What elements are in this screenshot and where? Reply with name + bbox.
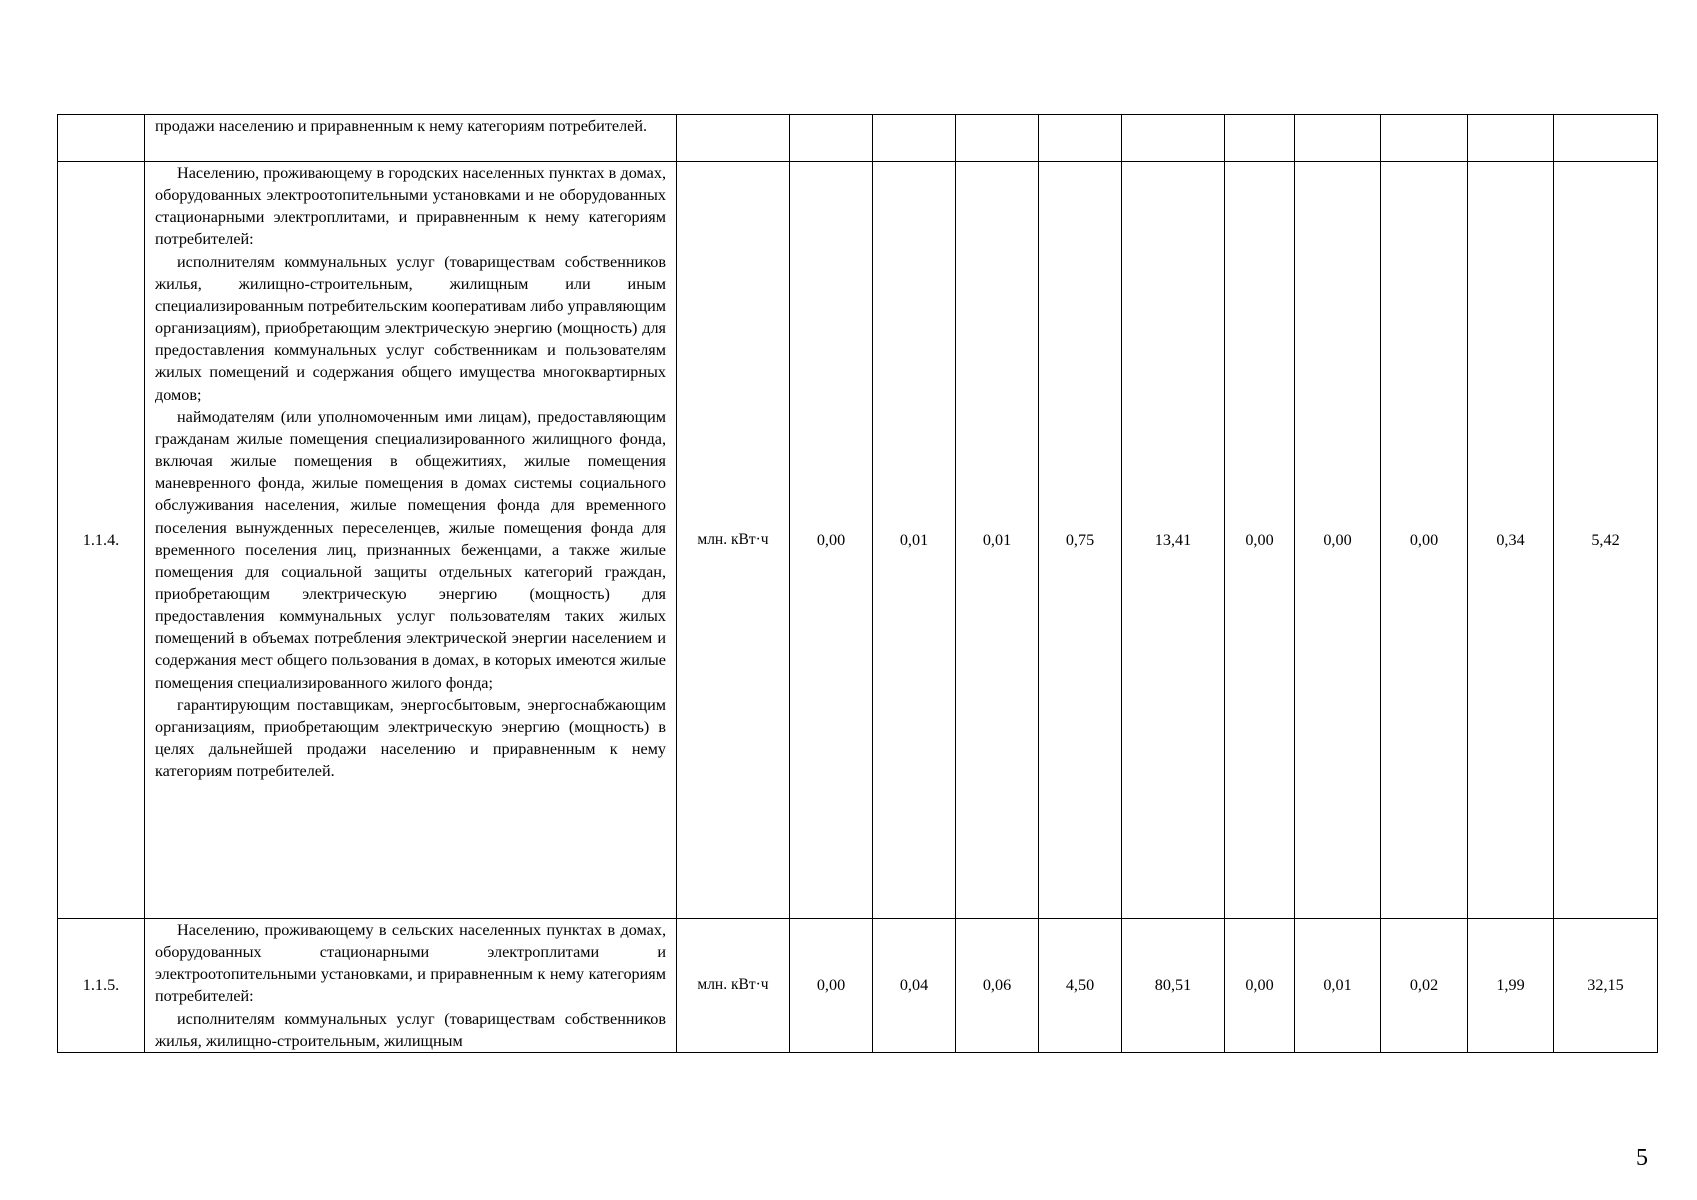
unit-cell: млн. кВт·ч	[677, 162, 790, 919]
row-number-cell	[58, 115, 145, 162]
value-cell: 0,04	[873, 919, 956, 1053]
unit-cell: млн. кВт·ч	[677, 919, 790, 1053]
value-cell: 13,41	[1122, 162, 1225, 919]
unit-cell	[677, 115, 790, 162]
value-cell	[790, 115, 873, 162]
table-row	[58, 919, 1658, 1053]
table-row	[58, 162, 1658, 919]
value-cell: 32,15	[1554, 919, 1658, 1053]
description-paragraph: исполнителям коммунальных услуг (товариществам собственников жилья, жилищно-строительным, жилищным	[155, 1009, 666, 1050]
value-cell: 0,01	[1295, 919, 1381, 1053]
value-cell: 0,00	[1381, 162, 1468, 919]
description-paragraph: наймодателям (или уполномоченным ими лицам), предоставляющим гражданам жилые помещения специализированного жилищного фонда, включая жилые помещения в общежитиях, жилые помещения маневренного фонда, жилые помещения в домах системы социального обслуживания населения, жилые помещения фонда для временного поселения вынужденных переселенцев, жилые помещения фонда для временного поселения лиц, признанных беженцами, а также жилые помещения для социальной защиты отдельных категорий граждан, приобретающим электрическую энергию (мощность) для предоставления коммунальных услуг пользователям таких жилых помещений в объемах потребления электрической энергии населением и содержания мест общего пользования в домах, в которых имеются жилые помещения специализированного жилого фонда;	[155, 407, 666, 692]
value-cell	[956, 115, 1039, 162]
value-cell: 0,06	[956, 919, 1039, 1053]
description-paragraph: гарантирующим поставщикам, энергосбытовым, энергоснабжающим организациям, приобретающим электрическую энергию (мощность) в целях дальнейшей продажи населению и приравненным к нему категориям потребителей.	[155, 695, 666, 781]
description-paragraph: исполнителям коммунальных услуг (товариществам собственников жилья, жилищно-строительным, жилищным или иным специализированным потребительским кооперативам либо управляющим организациям), приобретающим электрическую энергию (мощность) для предоставления коммунальных услуг собственникам и пользователям жилых помещений и содержания общего имущества многоквартирных домов;	[155, 252, 666, 404]
value-cell	[1381, 115, 1468, 162]
value-cell	[1122, 115, 1225, 162]
value-cell: 5,42	[1554, 162, 1658, 919]
row-number-cell: 1.1.4.	[58, 162, 145, 919]
value-cell: 0,00	[1225, 919, 1295, 1053]
value-cell: 0,34	[1468, 162, 1554, 919]
value-cell: 0,00	[1225, 162, 1295, 919]
value-cell: 1,99	[1468, 919, 1554, 1053]
value-cell	[1468, 115, 1554, 162]
description-paragraph: Населению, проживающему в сельских населенных пунктах в домах, оборудованных стационарными электроплитами и электроотопительными установками, и приравненным к нему категориям потребителей:	[155, 921, 666, 1006]
description-paragraph: продажи населению и приравненным к нему категориям потребителей.	[155, 117, 648, 135]
value-cell: 0,01	[873, 162, 956, 919]
value-cell	[1295, 115, 1381, 162]
value-cell: 4,50	[1039, 919, 1122, 1053]
page-number: 5	[1636, 1145, 1648, 1171]
description-cell	[145, 919, 677, 1053]
value-cell: 0,75	[1039, 162, 1122, 919]
description-cell	[145, 115, 677, 162]
value-cell: 0,02	[1381, 919, 1468, 1053]
value-cell: 0,01	[956, 162, 1039, 919]
value-cell	[1225, 115, 1295, 162]
value-cell	[1554, 115, 1658, 162]
data-table	[57, 114, 1658, 1053]
table-body	[58, 115, 1658, 1053]
description-paragraph: Населению, проживающему в городских населенных пунктах в домах, оборудованных электроотопительными установками и не оборудованных стационарными электроплитами, и приравненным к нему категориям потребителей:	[155, 164, 666, 249]
value-cell: 0,00	[790, 162, 873, 919]
description-cell	[145, 162, 677, 919]
value-cell	[873, 115, 956, 162]
table-row	[58, 115, 1658, 162]
value-cell: 0,00	[790, 919, 873, 1053]
value-cell	[1039, 115, 1122, 162]
value-cell: 80,51	[1122, 919, 1225, 1053]
row-number-cell: 1.1.5.	[58, 919, 145, 1053]
value-cell: 0,00	[1295, 162, 1381, 919]
